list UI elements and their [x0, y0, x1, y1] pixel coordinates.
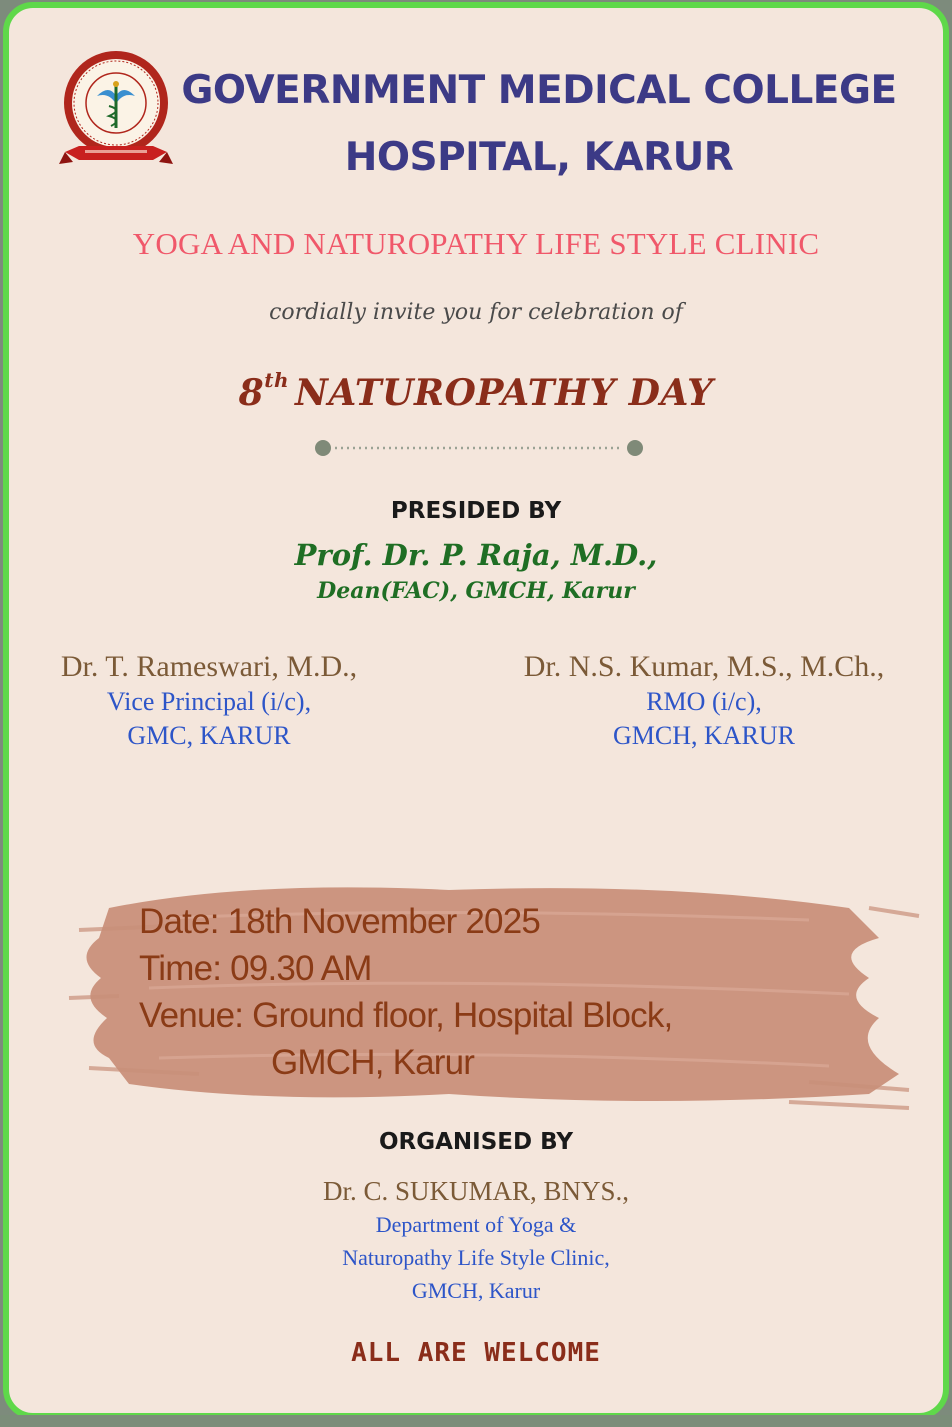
bottom-strip [0, 1415, 952, 1427]
guest-role: RMO (i/c), [646, 687, 762, 716]
event-details [139, 898, 672, 1086]
guest-name: Dr. N.S. Kumar, M.S., M.Ch., [523, 650, 885, 683]
college-seal-logo [57, 48, 175, 182]
dotted-divider [309, 436, 649, 460]
college-title-line2: HOSPITAL, KARUR [344, 135, 734, 180]
guest-right [469, 649, 939, 753]
event-venue-line2: GMCH, Karur [271, 1043, 475, 1082]
guest-institution: GMCH, KARUR [612, 721, 796, 750]
organised-by-label: ORGANISED BY [378, 1129, 574, 1155]
event-date: Date: 18th November 2025 [139, 902, 541, 941]
president-name: Prof. Dr. P. Raja, M.D., [294, 538, 658, 572]
guest-left [9, 649, 409, 753]
college-title-line1: GOVERNMENT MEDICAL COLLEGE [181, 68, 897, 113]
event-venue: Venue: Ground floor, Hospital Block, [139, 996, 673, 1035]
organiser-name: Dr. C. SUKUMAR, BNYS., [322, 1176, 630, 1206]
guest-name: Dr. T. Rameswari, M.D., [60, 650, 358, 683]
organiser-dept-line3: GMCH, Karur [411, 1278, 541, 1303]
event-number: 8 [238, 372, 265, 414]
guest-institution: GMC, KARUR [127, 721, 291, 750]
organiser-dept-line2: Naturopathy Life Style Clinic, [342, 1245, 610, 1270]
presided-by-label: PRESIDED BY [390, 498, 562, 524]
invite-text: cordially invite you for celebration of [269, 300, 683, 325]
event-name: NATUROPATHY DAY [295, 372, 714, 414]
event-time: Time: 09.30 AM [139, 949, 372, 988]
guest-role: Vice Principal (i/c), [106, 687, 312, 716]
organiser-dept-line1: Department of Yoga & [375, 1212, 577, 1237]
invitation-card [3, 2, 949, 1419]
event-title [9, 368, 943, 414]
all-are-welcome: ALL ARE WELCOME [351, 1338, 601, 1368]
event-suffix: th [264, 368, 289, 392]
clinic-name: YOGA AND NATUROPATHY LIFE STYLE CLINIC [132, 226, 820, 261]
president-role: Dean(FAC), GMCH, Karur [317, 578, 635, 604]
